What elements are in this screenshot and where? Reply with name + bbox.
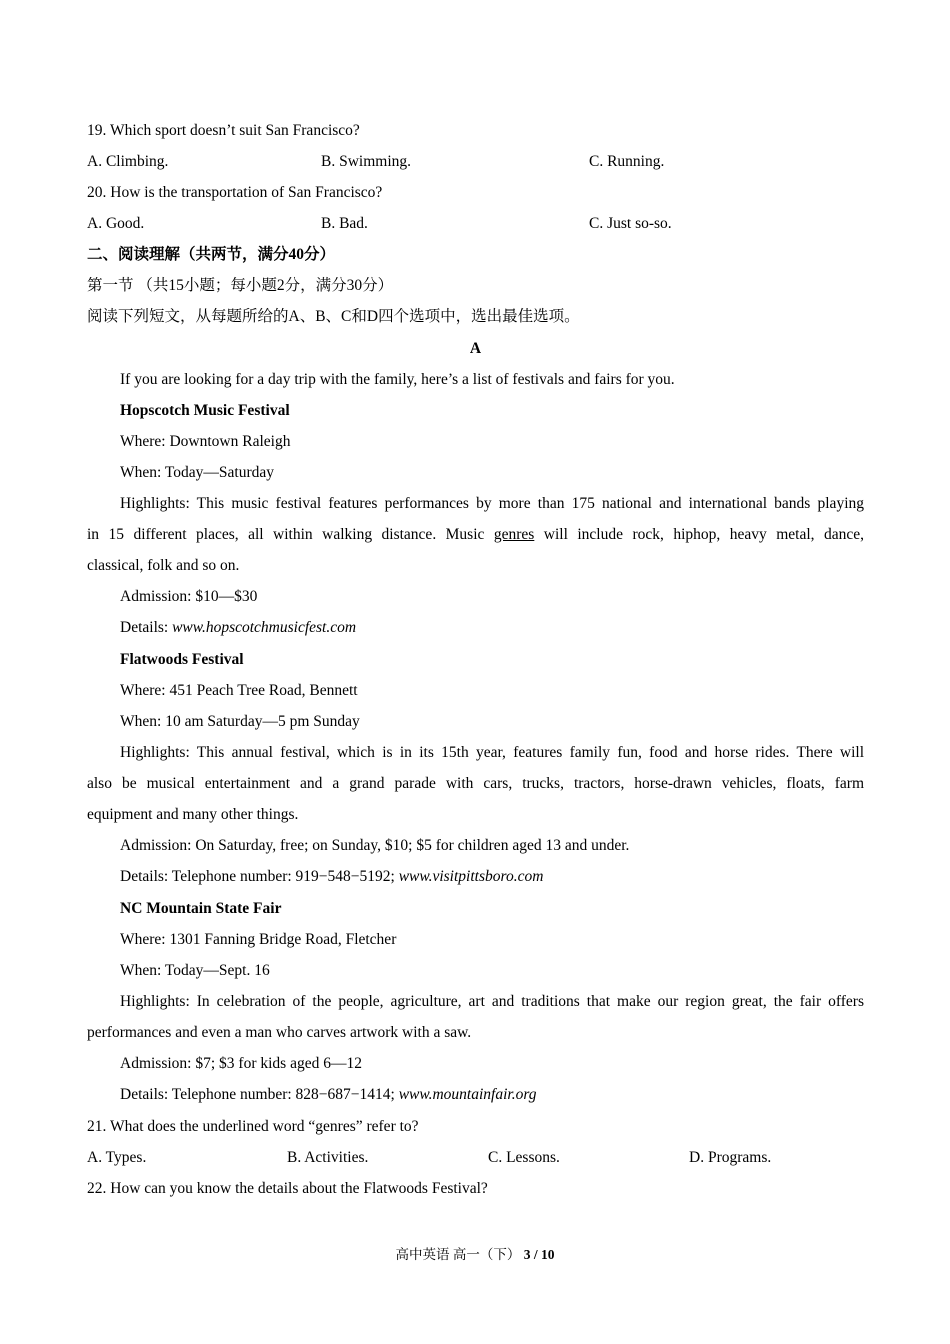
hl2-text-a: in 15 different places, all within walking distance. Music [87, 526, 485, 543]
festival-1-highlights-line2 [87, 525, 864, 545]
festival-2-name: Flatwoods Festival [120, 651, 244, 668]
festival-3-where: Where: 1301 Fanning Bridge Road, Fletcher [120, 931, 397, 948]
q19-option-b: B. Swimming. [321, 153, 412, 170]
festival-3-highlights-line1: Highlights: In celebration of the people, agriculture, art and traditions that make our region great, the fair offers [120, 993, 864, 1010]
footer-subject: 高中英语 高一（下） [395, 1247, 521, 1262]
details-label: Details: Telephone number: 919−548−5192; [120, 868, 395, 885]
festival-3-when: When: Today—Sept. 16 [120, 962, 270, 979]
festival-3-url: www.mountainfair.org [398, 1086, 537, 1103]
festival-3-admission: Admission: $7; $3 for kids aged 6—12 [120, 1055, 362, 1072]
festival-1-highlights-line1: Highlights: This music festival features performances by more than 175 national and international bands playing [120, 495, 864, 512]
q21-option-a: A. Types. [87, 1149, 147, 1166]
details-label: Details: [120, 619, 169, 636]
section-heading: 二、阅读理解（共两节，满分40分） [87, 246, 336, 263]
festival-1-name: Hopscotch Music Festival [120, 402, 290, 419]
festival-1-where: Where: Downtown Raleigh [120, 433, 291, 450]
part-heading: 第一节 （共15小题；每小题2分，满分30分） [87, 277, 394, 294]
festival-2-url: www.visitpittsboro.com [398, 868, 544, 885]
festival-2-highlights-line2: also be musical entertainment and a grand parade with cars, trucks, tractors, horse-drawn vehicles, floats, farm [87, 775, 864, 792]
passage-label: A [469, 340, 482, 357]
question-22: 22. How can you know the details about the Flatwoods Festival? [87, 1180, 488, 1197]
festival-1-details [120, 618, 356, 638]
festival-2-admission: Admission: On Saturday, free; on Sunday, $10; $5 for children aged 13 and under. [120, 837, 630, 854]
page-footer [0, 1245, 950, 1265]
festival-2-details [120, 867, 543, 887]
festival-2-highlights-line3: equipment and many other things. [87, 806, 299, 823]
q21-option-b: B. Activities. [287, 1149, 369, 1166]
festival-2-where: Where: 451 Peach Tree Road, Bennett [120, 682, 358, 699]
festival-1-url: www.hopscotchmusicfest.com [172, 619, 357, 636]
page-number: 3 / 10 [523, 1247, 555, 1262]
question-19: 19. Which sport doesn’t suit San Francisco? [87, 122, 360, 139]
festival-2-highlights-line1: Highlights: This annual festival, which is in its 15th year, features family fun, food and horse rides. There will [120, 744, 864, 761]
festival-1-when: When: Today—Saturday [120, 464, 275, 481]
q20-option-b: B. Bad. [321, 215, 368, 232]
q21-option-c: C. Lessons. [488, 1149, 560, 1166]
q21-option-d: D. Programs. [689, 1149, 772, 1166]
passage-intro: If you are looking for a day trip with the family, here’s a list of festivals and fairs for you. [120, 371, 675, 388]
hl2-text-b: will include rock, hiphop, heavy metal, dance, [543, 526, 864, 543]
question-20: 20. How is the transportation of San Francisco? [87, 184, 383, 201]
details-label: Details: Telephone number: 828−687−1414; [120, 1086, 395, 1103]
q19-option-a: A. Climbing. [87, 153, 169, 170]
festival-1-highlights-line3: classical, folk and so on. [87, 557, 240, 574]
festival-3-details [120, 1085, 537, 1105]
festival-1-admission: Admission: $10—$30 [120, 588, 258, 605]
festival-3-name: NC Mountain State Fair [120, 900, 282, 917]
q19-option-c: C. Running. [589, 153, 665, 170]
festival-3-highlights-line2: performances and even a man who carves artwork with a saw. [87, 1024, 472, 1041]
q20-option-c: C. Just so-so. [589, 215, 672, 232]
question-21: 21. What does the underlined word “genres” refer to? [87, 1118, 419, 1135]
underlined-word-genres: genres [493, 526, 535, 543]
q20-option-a: A. Good. [87, 215, 145, 232]
festival-2-when: When: 10 am Saturday—5 pm Sunday [120, 713, 360, 730]
instruction: 阅读下列短文，从每题所给的A、B、C和D四个选项中，选出最佳选项。 [87, 308, 580, 325]
